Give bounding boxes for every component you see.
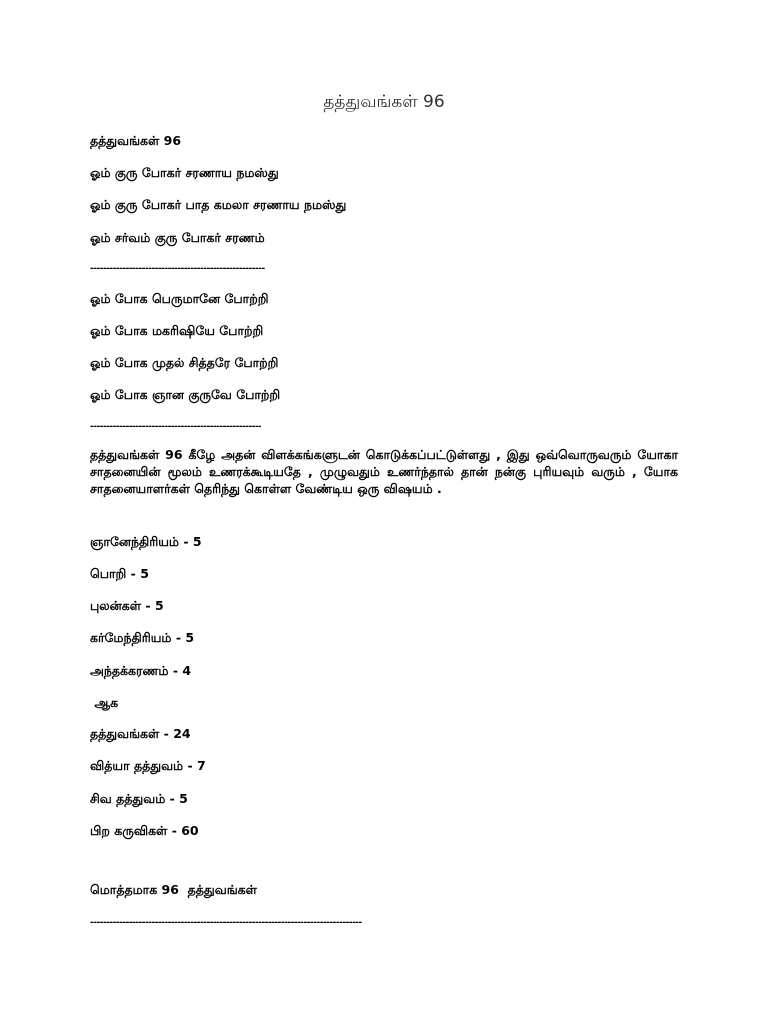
praise-line-3: ஓம் போக முதல் சித்தரே போற்றி [90, 355, 279, 370]
heading-line: தத்துவங்கள் 96 [90, 133, 182, 148]
item-3: புலன்கள் - 5 [90, 598, 164, 613]
praise-line-1: ஓம் போக பெருமானே போற்றி [90, 291, 269, 306]
item-10: பிற கருவிகள் - 60 [90, 823, 199, 838]
item-7: தத்துவங்கள் - 24 [90, 726, 191, 741]
item-6: ஆக [90, 695, 119, 710]
item-8: வித்யா தத்துவம் - 7 [90, 758, 206, 773]
intro-paragraph: தத்துவங்கள் 96 கீழே அதன் விளக்கங்களுடன் கொடுக்கப்பட்டுள்ளது , இது ஒவ்வொருவரும் யோகா சாதனையின் மூலம் உணரக்கூடியதே , முழுவதும் உணர்ந்தால் தான் நன்கு புரியவும் வரும் , யோக சாதனையாளர்கள் தெரிந்து கொள்ள வேண்டிய ஒரு விஷயம் . [90, 447, 678, 496]
total-line: மொத்தமாக 96 தத்துவங்கள் [90, 882, 257, 897]
divider-3: ------------------------------------------------------------------------------------ [90, 918, 362, 928]
mantra-line-1: ஓம் குரு போகர் சரணாய நமஸ்து [90, 165, 279, 180]
item-5: அந்தக்கரணம் - 4 [90, 663, 192, 678]
praise-line-4: ஓம் போக ஞான குருவே போற்றி [90, 387, 281, 402]
divider-1: ------------------------------------------------------ [90, 264, 265, 274]
mantra-line-2: ஓம் குரு போகர் பாத கமலா சரணாய நமஸ்து [90, 197, 347, 212]
mantra-line-3: ஓம் சர்வம் குரு போகர் சரணம் [90, 230, 265, 245]
item-4: கர்மேந்திரியம் - 5 [90, 630, 195, 645]
praise-line-2: ஓம் போக மகரிஷியே போற்றி [90, 323, 264, 338]
page-title: தத்துவங்கள் 96 [323, 92, 445, 112]
item-9: சிவ தத்துவம் - 5 [90, 791, 188, 806]
divider-2: ----------------------------------------------------- [90, 422, 262, 432]
item-1: ஞானேந்திரியம் - 5 [90, 534, 202, 549]
item-2: பொறி - 5 [90, 566, 149, 581]
